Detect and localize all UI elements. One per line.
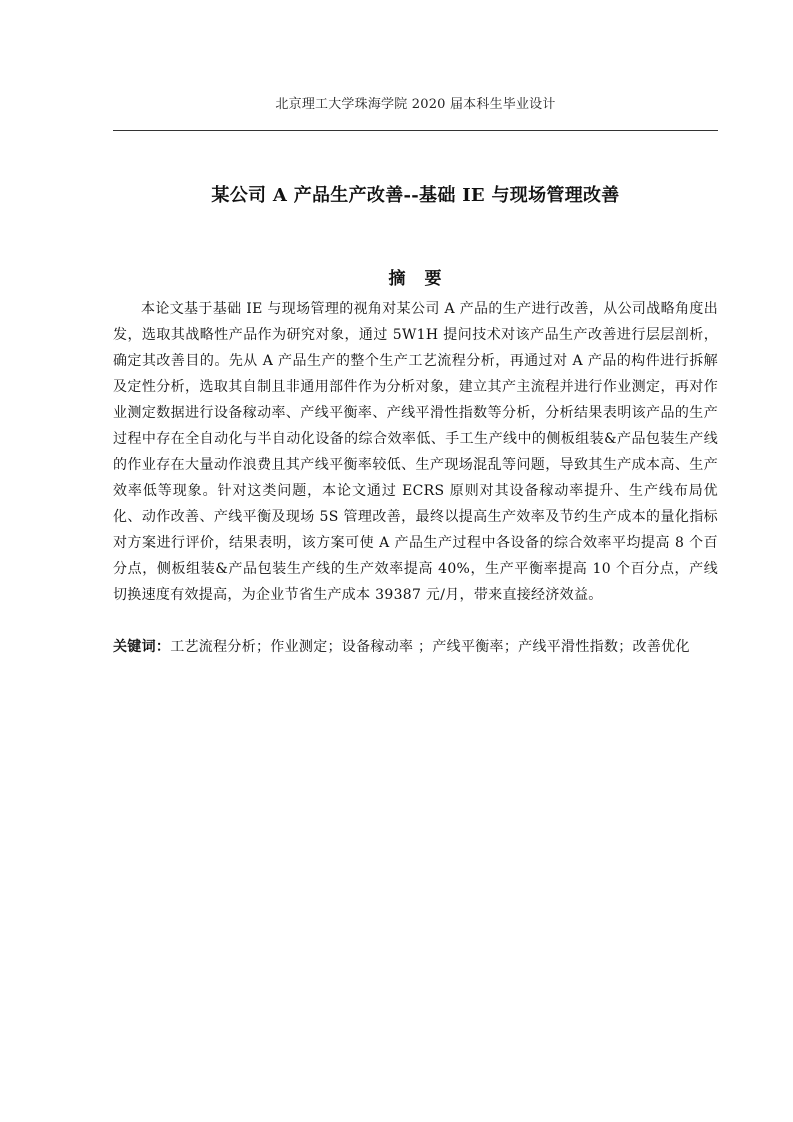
- abstract-heading: [113, 264, 718, 289]
- keywords-label: 关键词：: [113, 639, 171, 655]
- running-header: 北京理工大学珠海学院 2020 届本科生毕业设计: [275, 97, 556, 112]
- paper-title: 某公司 A 产品生产改善--基础 IE 与现场管理改善: [211, 185, 620, 206]
- keywords-paragraph: [113, 634, 718, 660]
- keywords-text: 工艺流程分析；作业测定；设备稼动率 ；产线平衡率；产线平滑性指数；改善优化: [170, 639, 690, 655]
- header-divider: [113, 130, 718, 131]
- abstract-body: 本论文基于基础 IE 与现场管理的视角对某公司 A 产品的生产进行改善，从公司战略角度出发，选取其战略性产品作为研究对象，通过 5W1H 提问技术对该产品生产改善进行层层剖析，确定其改善目的。先从 A 产品生产的整个生产工艺流程分析，再通过对 A 产品的构件进行拆解及定性分析，选取其自制且非通用部件作为分析对象，建立其产主流程并进行作业测定，再对作业测定数据进行设备稼动率、产线平衡率、产线平滑性指数等分析，分析结果表明该产品的生产过程中存在全自动化与半自动化设备的综合效率低、手工生产线中的侧板组装&产品包装生产线的作业存在大量动作浪费且其产线平衡率较低、生产现场混乱等问题，导致其生产成本高、生产效率低等现象。针对这类问题，本论文通过 ECRS 原则对其设备稼动率提升、生产线布局优化、动作改善、产线平衡及现场 5S 管理改善，最终以提高生产效率及节约生产成本的量化指标对方案进行评价，结果表明，该方案可使 A 产品生产过程中各设备的综合效率平均提高 8 个百分点，侧板组装&产品包装生产线的生产效率提高 40%，生产平衡率提高 10 个百分点，产线切换速度有效提高，为企业节省生产成本 39387 元/月，带来直接经济效益。: [113, 301, 718, 603]
- abstract-heading-char-2: 要: [424, 269, 443, 289]
- abstract-heading-char-1: 摘: [388, 269, 407, 289]
